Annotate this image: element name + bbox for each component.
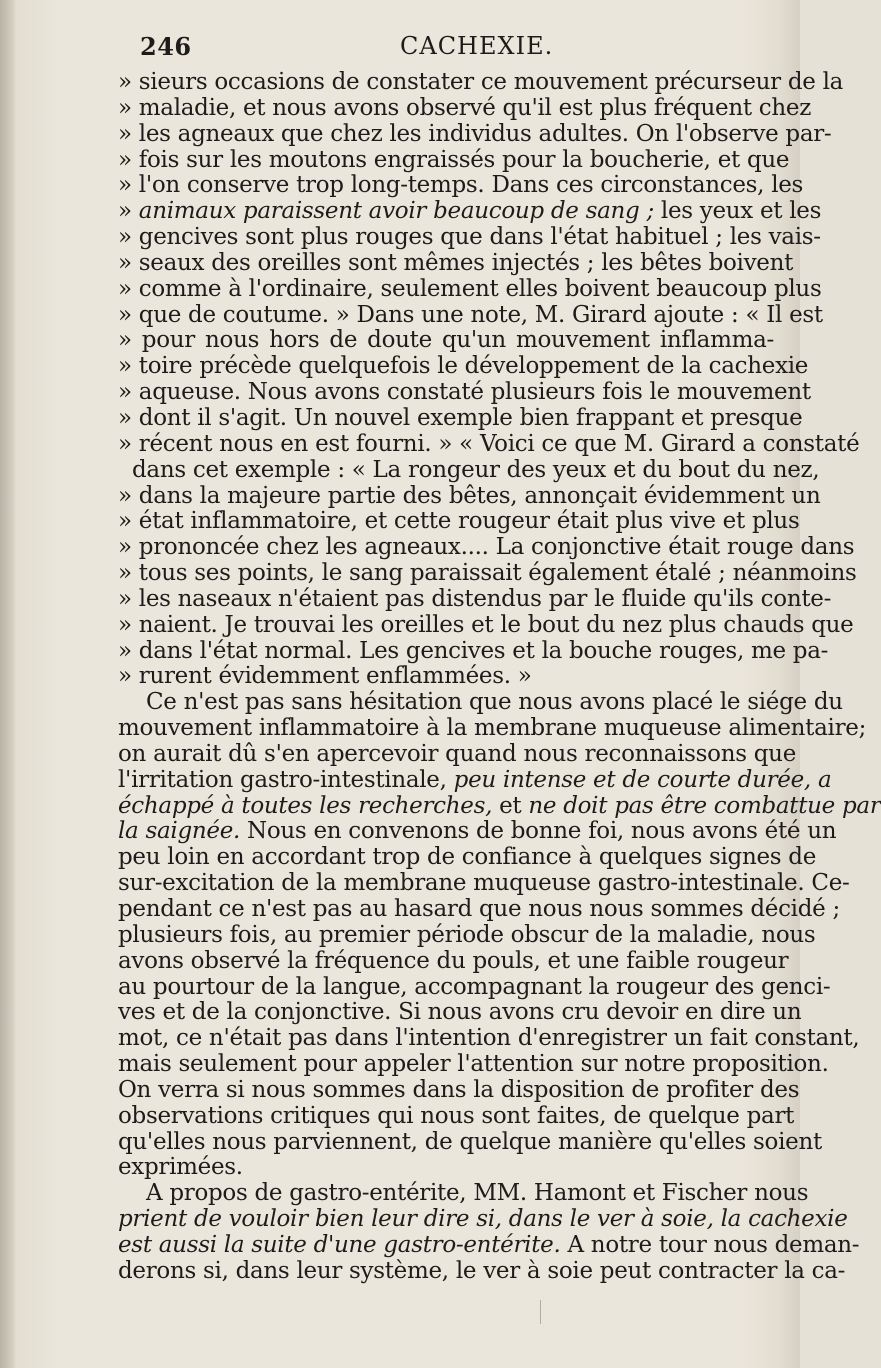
text-line: » aqueuse. Nous avons constaté plusieurs fois le mouvement [118,379,811,406]
page-header [112,32,772,66]
text-line: » dans l'état normal. Les gencives et la bouche rouges, me pa- [118,637,829,664]
text-line: mot, ce n'était pas dans l'intention d'enregistrer un fait constant, [118,1025,860,1052]
text-line: mais seulement pour appeler l'attention sur notre proposition. [118,1051,829,1078]
text-line: est aussi la suite d'une gastro-entérite. A notre tour nous deman- [118,1231,860,1258]
text-line: » prononcée chez les agneaux.... La conjonctive était rouge dans [118,534,855,561]
text-line: avons observé la fréquence du pouls, et une faible rougeur [118,947,789,974]
text-line: échappé à toutes les recherches, et ne doit pas être combattue par [118,792,881,819]
text-line: » sieurs occasions de constater ce mouvement précurseur de la [118,69,844,95]
text-line: » maladie, et nous avons observé qu'il est plus fréquent chez [118,94,812,121]
text-line: l'irritation gastro-intestinale, peu intense et de courte durée, a [118,766,832,793]
text-line: on aurait dû s'en apercevoir quand nous reconnaissons que [118,740,796,767]
text-line: » dans la majeure partie des bêtes, annonçait évidemment un [118,482,821,509]
text-line: pendant ce n'est pas au hasard que nous nous sommes décidé ; [118,896,840,922]
text-line: » comme à l'ordinaire, seulement elles boivent beaucoup plus [118,275,822,302]
text-line: au pourtour de la langue, accompagnant la rougeur des genci- [118,973,831,1000]
text-line: » toire précède quelquefois le développement de la cachexie [118,353,809,380]
text-line: » récent nous en est fourni. » « Voici ce que M. Girard a constaté [118,430,860,457]
text-line: derons si, dans leur système, le ver à soie peut contracter la ca- [118,1257,846,1284]
text-line: » fois sur les moutons engraissés pour la boucherie, et que [118,146,790,173]
text-line: » les agneaux que chez les individus adultes. On l'observe par- [118,120,832,147]
body-text [118,69,881,1285]
binding-edge [0,0,14,1368]
text-line: » pour nous hors de doute qu'un mouvement inflamma- [118,327,774,354]
text-line: plusieurs fois, au premier période obscur de la maladie, nous [118,921,816,948]
text-line: exprimées. [118,1154,243,1181]
text-line: » l'on conserve trop long-temps. Dans ces circonstances, les [118,172,804,199]
text-line: observations critiques qui nous sont faites, de quelque part [118,1102,795,1129]
text-line: peu loin en accordant trop de confiance à quelques signes de [118,844,817,871]
text-line: On verra si nous sommes dans la disposition de profiter des [118,1076,800,1103]
text-line: » tous ses points, le sang paraissait également étalé ; néanmoins [118,560,857,587]
text-line: » que de coutume. » Dans une note, M. Girard ajoute : « Il est [118,301,823,328]
text-line: » rurent évidemment enflammées. » [118,663,532,690]
text-line: sur-excitation de la membrane muqueuse gastro-intestinale. Ce- [118,870,850,897]
text-line: A propos de gastro-entérite, MM. Hamont et Fischer nous [146,1180,809,1207]
text-line: ves et de la conjonctive. Si nous avons cru devoir en dire un [118,999,802,1026]
text-line: la saignée. Nous en convenons de bonne foi, nous avons été un [118,818,837,845]
text-line: prient de vouloir bien leur dire si, dans le ver à soie, la cachexie [118,1206,848,1233]
text-line: » les naseaux n'étaient pas distendus par le fluide qu'ils conte- [118,585,832,612]
text-line: » naient. Je trouvai les oreilles et le bout du nez plus chauds que [118,611,854,638]
text-line: » gencives sont plus rouges que dans l'état habituel ; les vais- [118,224,821,251]
text-line: mouvement inflammatoire à la membrane muqueuse alimentaire; [118,715,867,742]
text-line: Ce n'est pas sans hésitation que nous avons placé le siége du [146,689,843,716]
paper-mark [540,1300,541,1324]
text-line: » état inflammatoire, et cette rougeur était plus vive et plus [118,508,800,535]
text-line: » dont il s'agit. Un nouvel exemple bien frappant et presque [118,404,803,431]
running-head: CACHEXIE. [400,32,554,60]
text-line: » animaux paraissent avoir beaucoup de sang ; les yeux et les [118,198,822,225]
text-line: » seaux des oreilles sont mêmes injectés ; les bêtes boivent [118,249,794,276]
text-line: dans cet exemple : « La rongeur des yeux et du bout du nez, [132,456,820,483]
page-number: 246 [140,32,192,61]
text-line: qu'elles nous parviennent, de quelque manière qu'elles soient [118,1128,822,1155]
